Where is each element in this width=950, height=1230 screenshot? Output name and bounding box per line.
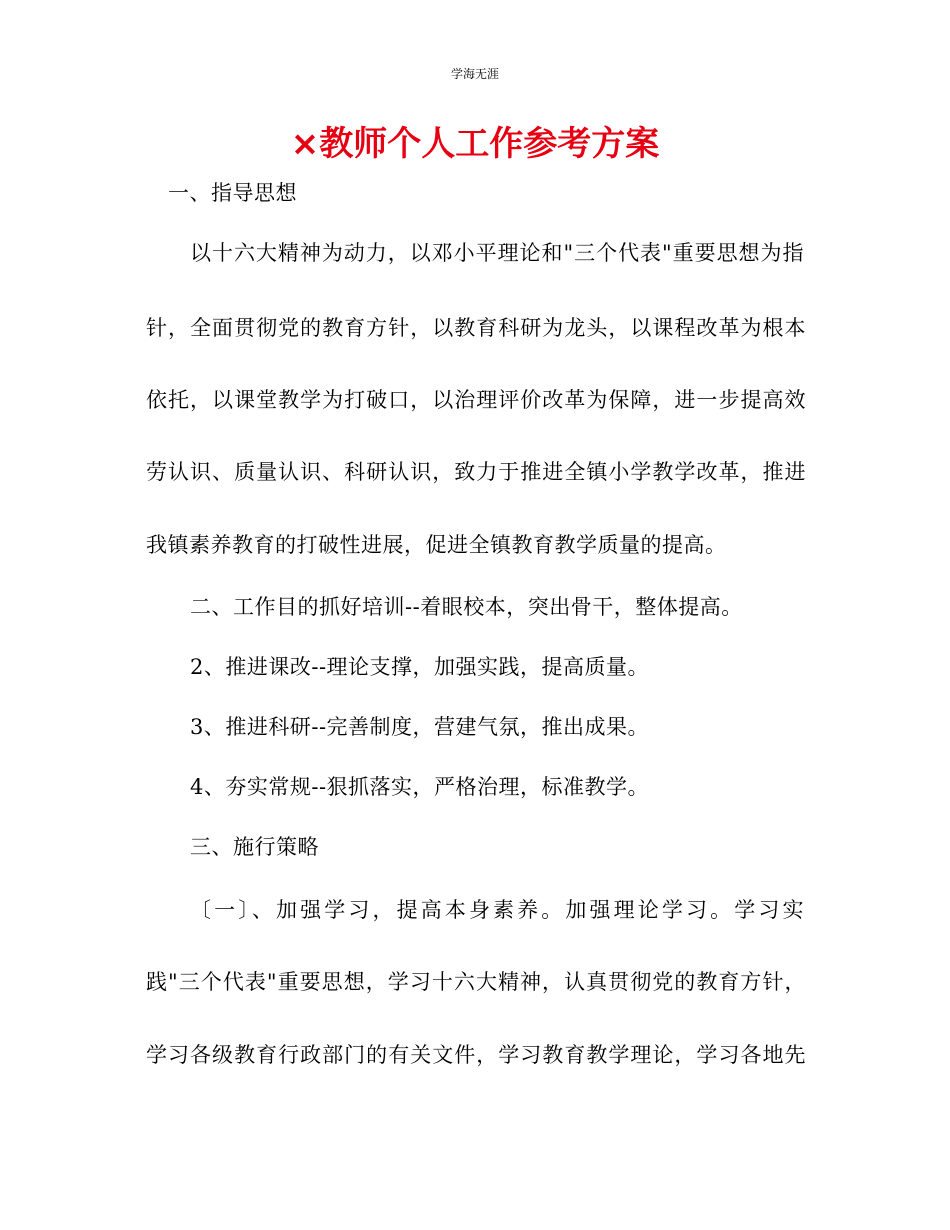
- paragraph-line: 以十六大精神为动力，以邓小平理论和"三个代表"重要思想为指: [190, 241, 804, 265]
- list-item: 3、推进科研--完善制度，营建气氛，推出成果。: [190, 715, 650, 739]
- list-item: 4、夯实常规--狠抓落实，严格治理，标准教学。: [190, 775, 650, 799]
- paragraph-line: 〔一〕、加强学习，提高本身素养。加强理论学习。学习实: [190, 898, 804, 922]
- paragraph-line: 劳认识、质量认识、科研认识，致力于推进全镇小学教学改革，推进: [146, 460, 806, 484]
- paragraph-line: 针，全面贯彻党的教育方针，以教育科研为龙头，以课程改革为根本: [146, 316, 806, 340]
- section-heading-strategy: 三、施行策略: [190, 835, 319, 859]
- paragraph-line: 依托，以课堂教学为打破口，以治理评价改革为保障，进一步提高效: [146, 388, 806, 412]
- section-heading-guiding-ideology: 一、指导思想: [168, 181, 297, 205]
- header-note: 学海无涯: [450, 67, 499, 81]
- paragraph-line: 践"三个代表"重要思想，学习十六大精神，认真贯彻党的教育方针，: [146, 970, 806, 994]
- list-item: 2、推进课改--理论支撑，加强实践，提高质量。: [190, 655, 650, 679]
- paragraph-line: 学习各级教育行政部门的有关文件，学习教育教学理论，学习各地先: [146, 1043, 806, 1067]
- paragraph-line: 我镇素养教育的打破性进展，促进全镇教育教学质量的提高。: [146, 533, 727, 557]
- document-title: ×教师个人工作参考方案: [290, 124, 660, 164]
- section-heading-work-goals: 二、工作目的抓好培训--着眼校本，突出骨干，整体提高。: [190, 595, 743, 619]
